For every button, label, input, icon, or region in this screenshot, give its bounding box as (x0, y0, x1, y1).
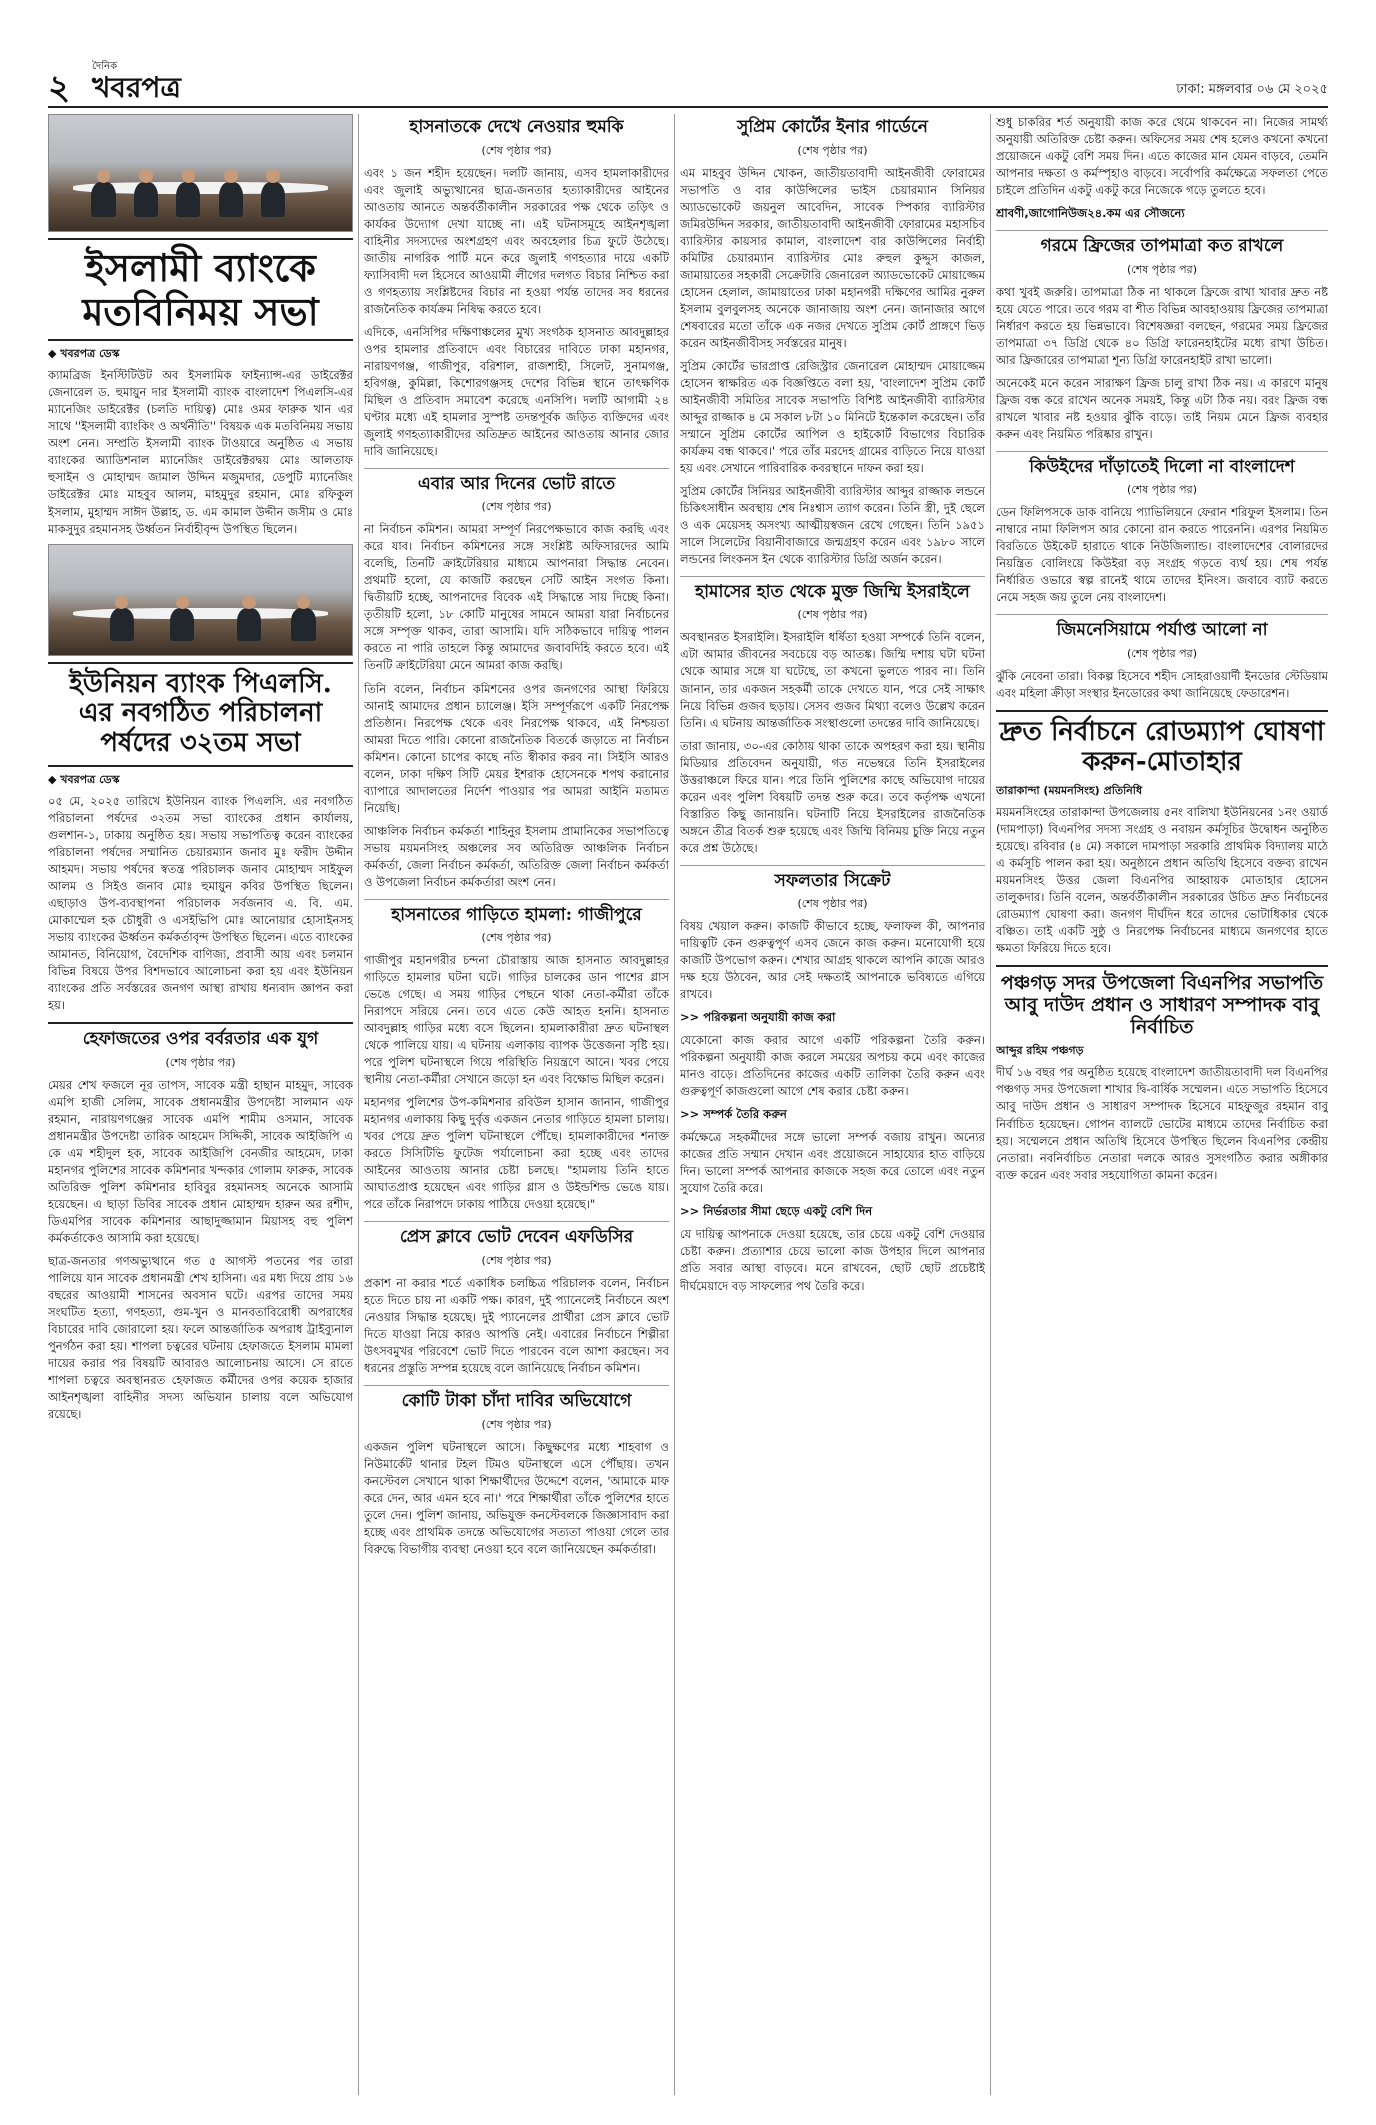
continued-label: (শেষ পৃষ্ঠার পর) (165, 1055, 236, 1069)
continued-label: (শেষ পৃষ্ঠার পর) (1126, 646, 1197, 660)
article-body: প্রকাশ না করার শর্তে একাধিক চলচ্চিত্র পরিচালক বলেন, নির্বাচন হতে দিতে চায় না একটি পক্ষ। কারণ, দুই প্যানেলেই নির্বাচনে অংশ নেওয়ার সিদ্ধান্ত হয়েছে। দুই প্যানেলের প্রার্থীরা প্রেস ক্লাবে ভোট দিতে যাওয়া নিয়ে কারও আপত্তি নেই। এবারের নির্বাচনে শিল্পীরা উৎসবমুখর পরিবেশে ভোট দিতে পারবেন বলে আশা করছেন। সব ধরনের প্রস্তুতি সম্পন্ন হয়েছে বলে জানিয়েছে নির্বাচন কমিশন। (364, 1276, 669, 1376)
masthead (48, 62, 1328, 108)
article-body: কথা খুবই জরুরি। তাপমাত্রা ঠিক না থাকলে ফ্রিজে রাখা খাবার দ্রুত নষ্ট হয়ে যেতে পারে। তবে গরম বা শীত বিভিন্ন আবহাওয়ায় ফ্রিজের তাপমাত্রা নির্ধারণ করতে হয় ভিন্নভাবে। বিশেষজ্ঞরা বলছেন, গরমের সময় ফ্রিজের তাপমাত্রা ৩৭ ডিগ্রি থেকে ৪০ ডিগ্রি ফারেনহাইটের মধ্যে রাখা উচিত। আর ফ্রিজারের তাপমাত্রা শূন্য ডিগ্রি ফারেনহাইট রাখা ভালো। (996, 284, 1328, 367)
article-body: যে দায়িত্ব আপনাকে দেওয়া হয়েছে, তার চেয়ে একটু বেশি দেওয়ার চেষ্টা করুন। প্রত্যাশার চেয়ে ভালো কাজ উপহার দিলে আপনার প্রতি সবার আস্থা বাড়বে। মনে রাখবেন, ছোট ছোট প্রচেষ্টাই দীর্ঘমেয়াদে বড় সাফল্যের পথ তৈরি করে। (680, 1227, 985, 1293)
continued-label: (শেষ পৃষ্ঠার পর) (481, 500, 552, 514)
headline-success-secret: সফলতার সিক্রেট (774, 870, 891, 891)
article-body: সুপ্রিম কোর্টের ভারপ্রাপ্ত রেজিস্ট্রার জেনারেল মোহাম্মদ মোয়াজ্জেম হোসেন স্বাক্ষরিত এক বিজ্ঞপ্তিতে বলা হয়, 'বাংলাদেশ সুপ্রিম কোর্ট আইনজীবী সমিতির সাবেক সভাপতি বিশিষ্ট আইনজীবী ব্যারিস্টার আব্দুর রাজ্জাক ৪ মে সকাল ৮টা ১০ মিনিটে ইন্তেকাল করেছেন। তাঁর সম্মানে সুপ্রিম কোর্টের আপিল ও হাইকোর্ট বিভাগের বিচারিক কার্যক্রম বন্ধ থাকবে।' পরে তাঁর মরদেহ গ্রামের বাড়িতে নিয়ে যাওয়া হয় এবং সেখানে পারিবারিক কবরস্থানে দাফন করা হয়। (680, 358, 985, 475)
continued-label: (শেষ পৃষ্ঠার পর) (797, 143, 868, 157)
column-divider (990, 114, 991, 2095)
article-body: শুধু চাকরির শর্ত অনুযায়ী কাজ করে থেমে থাকবেন না। নিজের সামর্থ্য অনুযায়ী অতিরিক্ত চেষ্টা করুন। অফিসের সময় শেষ হলেও কখনো কখনো প্রয়োজনে একটু বেশি সময় দিন। এতে কাজের মান যেমন বাড়বে, তেমনি আপনার দক্ষতা ও কর্মস্পৃহাও বাড়বে। সর্বোপরি কর্মক্ষেত্রে সফলতা পেতে চাইলে প্রতিদিন একটু একটু করে নিজেকে গড়ে তুলতে হবে। (996, 115, 1328, 198)
column-1 (48, 114, 353, 2095)
continued-label: (শেষ পৃষ্ঠার পর) (797, 608, 868, 622)
continued-label: (শেষ পৃষ্ঠার পর) (481, 1254, 552, 1268)
article-body: অনেকেই মনে করেন সারাক্ষণ ফ্রিজ চালু রাখা ঠিক নয়। এ কারণে মানুষ ফ্রিজ বন্ধ করে রাখেন অনেক সময়ই, কিন্তু এটা ঠিক নয়। বরং ফ্রিজ বন্ধ রাখলে খাবার নষ্ট হওয়ার ঝুঁকি বাড়ে। তাই নিয়ম মেনে ফ্রিজ ব্যবহার করুন এবং নিয়মিত পরিষ্কার রাখুন। (996, 375, 1328, 441)
column-4 (996, 114, 1328, 2095)
subheading: >> সম্পর্ক তৈরি করুন (680, 1107, 787, 1122)
headline-extortion: কোটি টাকা চাঁদা দাবির অভিযোগে (401, 1391, 632, 1412)
article-body: দীর্ঘ ১৬ বছর পর অনুষ্ঠিত হয়েছে বাংলাদেশ জাতীয়তাবাদী দল বিএনপির পঞ্চগড় সদর উপজেলা শাখার দ্বি-বার্ষিক সম্মেলন। এতে সভাপতি হিসেবে আবু দাউদ প্রধান ও সাধারণ সম্পাদক হিসেবে মাহফুজুর রহমান বাবু নির্বাচিত হয়েছেন। গোপন ব্যালটে ভোটের মাধ্যমে তাদের নির্বাচিত করা হয়। সম্মেলনে প্রধান অতিথি হিসেবে উপস্থিত ছিলেন বিএনপির কেন্দ্রীয় নেতারা। নবনির্বাচিত নেতারা দলকে আরও সুসংগঠিত করার অঙ্গীকার ব্যক্ত করেন এবং সবার সহযোগিতা কামনা করেন। (996, 1065, 1328, 1182)
story-credit: ◆ খবরপত্র ডেস্ক (48, 773, 120, 787)
headline-hamas-hostage: হামাসের হাত থেকে মুক্ত জিম্মি ইসরাইলে (695, 581, 970, 602)
article-body: সুপ্রিম কোর্টের সিনিয়র আইনজীবী ব্যারিস্টার আব্দুর রাজ্জাক লন্ডনে চিকিৎসাধীন অবস্থায় শেষ নিঃশ্বাস ত্যাগ করেন। তিনি স্ত্রী, দুই ছেলে ও এক মেয়েসহ অসংখ্য আত্মীয়স্বজন রেখে গেছেন। তিনি ১৯৫১ সালে সিলেটের বিয়ানীবাজারে জন্মগ্রহণ করেন এবং ১৯৮০ সালে লন্ডনের লিংকনস ইন থেকে ব্যারিস্টার ডিগ্রি অর্জন করেন। (680, 483, 985, 566)
story-credit: আব্দুর রহিম পঞ্চগড় (996, 1044, 1084, 1058)
article-body: ছাত্র-জনতার গণঅভ্যুত্থানে গত ৫ আগস্ট পতনের পর তারা পালিয়ে যান সাবেক প্রধানমন্ত্রী শেখ হাসিনা। এর মধ্য দিয়ে প্রায় ১৬ বছরের আওয়ামী শাসনের অবসান ঘটে। এরপর তাদের সময় সংঘটিত হত্যা, গণহত্যা, গুম-খুন ও মানবতাবিরোধী অপরাধের বিচারের দাবি জোরালো হয়। ফলে আন্তর্জাতিক অপরাধ ট্রাইব্যুনাল পুনর্গঠন করা হয়। শাপলা চত্বরের ঘটনায় হেফাজতে ইসলাম মামলা দায়ের করার পর বিষয়টি আবারও আলোচনায় আসে। সে রাতে শাপলা চত্বরে অবস্থানরত হেফাজত কর্মীদের ওপর কয়েক হাজার আইনশৃঙ্খলা বাহিনীর সদস্য অভিযান চালায় বলে অভিযোগ রয়েছে। (48, 1254, 353, 1422)
dateline: ঢাকা: মঙ্গলবার ০৬ মে ২০২৫ (1176, 82, 1328, 97)
headline-union-bank: ইউনিয়ন ব্যাংক পিএলসি. এর নবগঠিত পরিচালনা পর্ষদের ৩২তম সভা (48, 662, 353, 768)
article-body: অবস্থানরত ইসরাইলি। ইসরাইলি ধর্ষিতা হওয়া সম্পর্কে তিনি বলেন, এটা আমার জীবনের সবচেয়ে বড় আতঙ্ক। জিম্মি দশায় ঘটা ঘটনা থেকে আমার সঙ্গে যা ঘটেছে, তা কখনো ভুলতে পারব না। তিনি জানান, তার একজন সহকর্মী তাকে দেখতে যান, পরে সেই সাক্ষাৎ নিয়ে বিভিন্ন গুজব ছড়ায়। সেসব গুজব মিথ্যা বলেও উল্লেখ করেন তিনি। এ ঘটনায় আন্তর্জাতিক সংস্থাগুলো তদন্তের দাবি জানিয়েছে। (680, 630, 985, 730)
headline-election-roadmap: দ্রুত নির্বাচনে রোডম্যাপ ঘোষণা করুন-মোতাহার (999, 717, 1325, 777)
article-body: ঝুঁকি নেবেনা তারা। বিকল্প হিসেবে শহীদ সোহরাওয়ার্দী ইনডোর স্টেডিয়াম এবং মহিলা ক্রীড়া সংস্থার ইনডোরের কথা জানিয়েছে ফেডারেশন। (996, 668, 1328, 700)
article-body: ডেন ফিলিপসকে ডাক বানিয়ে প্যাভিলিয়নে ফেরান শরিফুল ইসলাম। তিন নাম্বারে নামা ফিলিপস আর কোনো রান করতে পারেননি। এরপর নিয়মিত বিরতিতে উইকেট হারাতে থাকে নিউজিল্যান্ড। বাংলাদেশের বোলারদের নিয়ন্ত্রিত বোলিংয়ে কিউইরা বড় সংগ্রহ গড়তে ব্যর্থ হয়। শেষ পর্যন্ত নির্ধারিত ওভারে স্বল্প রানেই থামে তাদের ইনিংস। জবাবে ব্যাট করতে নেমে সহজ জয় তুলে নেয় বাংলাদেশ। (996, 505, 1328, 605)
article-body: তিনি বলেন, নির্বাচন কমিশনের ওপর জনগণের আস্থা ফিরিয়ে আনাই আমাদের প্রধান চ্যালেঞ্জ। ইসি সম্পূর্ণরূপে একটি নিরপেক্ষ প্রতিষ্ঠান। নিরপেক্ষ থেকে এবং নিরপেক্ষ থাকবে, এই নিশ্চয়তা আমরা দিতে পারি। কোনো রাজনৈতিক বিতর্কে জড়াতে না নির্বাচন কমিশন। কোনো চাপের কাছে নতি স্বীকার করব না। সিইসি আরও বলেন, ঢাকা দক্ষিণ সিটি মেয়র ইশরাক হোসেনকে শপথ করানোর ব্যাপারে আদালতের নির্দেশ পাওয়ার পর আমরা আইনি মতামত নিয়েছি। (364, 681, 669, 815)
continued-label: (শেষ পৃষ্ঠার পর) (1126, 262, 1197, 276)
headline-gazipur-attack: হাসনাতের গাড়িতে হামলা: গাজীপুরে (391, 904, 642, 925)
article-body: ময়মনসিংহের তারাকান্দা উপজেলায় ৫নং বালিখা ইউনিয়নের ১নং ওয়ার্ড (দামপাড়া) বিএনপির সদস্য সংগ্রহ ও নবায়ন কর্মসূচির উদ্বোধন অনুষ্ঠিত হয়েছে। রবিবার (৪ মে) সকালে দামপাড়া সরকারি প্রাথমিক বিদ্যালয় মাঠে এ কর্মসূচি পালন করা হয়। অনুষ্ঠানে প্রধান অতিথি হিসেবে বক্তব্য রাখেন ময়মনসিংহ উত্তর জেলা বিএনপির আহ্বায়ক মোতাহার হোসেন তালুকদার। তিনি বলেন, অন্তর্বর্তীকালীন সরকারের উচিত দ্রুত নির্বাচনের রোডম্যাপ ঘোষণা করা। জনগণ দীর্ঘদিন ধরে তাদের ভোটাধিকার থেকে বঞ্চিত। তাই একটি সুষ্ঠু ও নিরপেক্ষ নির্বাচনের মাধ্যমে জনগণের হাতে ক্ষমতা ফিরিয়ে দিতে হবে। (996, 804, 1328, 955)
article-body: এদিকে, এনসিপির দক্ষিণাঞ্চলের মুখ্য সংগঠক হাসনাত আবদুল্লাহর ওপর হামলার প্রতিবাদে এবং বিচারের দাবিতে ঢাকা মহানগর, নারায়ণগঞ্জ, গাজীপুর, বরিশাল, রাজশাহী, সিলেট, সুনামগঞ্জ, হবিগঞ্জ, কুমিল্লা, কিশোরগঞ্জসহ দেশের বিভিন্ন স্থানে তাৎক্ষণিক মিছিল ও প্রতিবাদ সমাবেশ করেছে এনসিপি। দলটি আগামী ২৪ ঘণ্টার মধ্যে এই হামলার সুস্পষ্ট তদন্তপূর্বক জড়িত ব্যক্তিদের এবং জুলাই গণহত্যাকারীদের অতিদ্রুত আইনের আওতায় আনার জোর দাবি জানিয়েছে। (364, 324, 669, 458)
article-body: ক্যামব্রিজ ইনস্টিটিউট অব ইসলামিক ফাইন্যান্স-এর ডাইরেক্টর জেনারেল ড. হুমায়ুন দার ইসলামী ব্যাংক বাংলাদেশ পিএলসি-এর ম্যানেজিং ডাইরেক্টর (চলতি দায়িত্ব) মোঃ ওমর ফারুক খান এর সাথে ''ইসলামী ব্যাংকিং ও অর্থনীতি'' বিষয়ক এক মতবিনিময় সভায় অংশ নেন। সম্প্রতি ইসলামী ব্যাংক টাওয়ারে অনুষ্ঠিত এ সভায় ব্যাংকের অ্যাডিশনাল ম্যানেজিং ডাইরেক্টরদ্বয় মোঃ আলতাফ হুসাইন ও মোহাম্মদ জামাল উদ্দিন মজুমদার, ডেপুটি ম্যানেজিং ডাইরেক্টর মোঃ মাহবুব আলম, মাহমুদুর রহমান, মোঃ রফিকুল ইসলাম, মুহাম্মদ সাঈদ উল্লাহ, ড. এম কামাল উদ্দীন জসীম ও মোঃ মাকসুদুর রহমানসহ উর্ধ্বতন নির্বাহীবৃন্দ উপস্থিত ছিলেন। (48, 368, 353, 536)
logo-small-text: দৈনিক (92, 61, 118, 72)
article-body: মেয়র শেখ ফজলে নূর তাপস, সাবেক মন্ত্রী হাছান মাহমুদ, সাবেক এমপি হাজী সেলিম, সাবেক প্রধানমন্ত্রীর উপদেষ্টা সালমান এফ রহমান, নারায়ণগঞ্জের সাবেক এমপি শামীম ওসমান, সাবেক প্রধানমন্ত্রীর উপদেষ্টা তারিক আহমেদ সিদ্দিকী, সাবেক আইজিপি এ কে এম শহীদুল হক, সাবেক আইজিপি বেনজীর আহমেদ, ঢাকা মহানগর পুলিশের সাবেক কমিশনার খন্দকার গোলাম ফারুক, সাবেক অতিরিক্ত পুলিশ কমিশনার হাবিবুর রহমানসহ অনেকে আসামি হয়েছেন। এ ছাড়া ডিবির সাবেক প্রধান মোহাম্মদ হারুন অর রশীদ, ডিএমপির সাবেক কমিশনার আছাদুজ্জামান মিয়াসহ বহু পুলিশ কর্মকর্তাকেও আসামি করা হয়েছে। (48, 1077, 353, 1246)
article-body: একজন পুলিশ ঘটনাস্থলে আসে। কিছুক্ষণের মধ্যে শাহবাগ ও নিউমার্কেট থানার টহল টিমও ঘটনাস্থলে এসে পৌঁছায়। তখন কনস্টেবল সেখানে থাকা শিক্ষার্থীদের উদ্দেশে বলেন, 'আমাকে মাফ করে দেন, আর এমন হবে না।' পরে শিক্ষার্থীরা তাঁকে পুলিশের হাতে তুলে দেন। পুলিশ জানায়, অভিযুক্ত কনস্টেবলকে জিজ্ঞাসাবাদ করা হচ্ছে এবং প্রাথমিক তদন্তে অভিযোগের সত্যতা পাওয়া গেলে তার বিরুদ্ধে বিভাগীয় ব্যবস্থা নেওয়া হবে বলে জানিয়েছেন কর্মকর্তারা। (364, 1439, 669, 1556)
newspaper-logo (92, 62, 181, 104)
headline-fridge-temperature: গরমে ফ্রিজের তাপমাত্রা কত রাখলে (1040, 236, 1284, 257)
meeting-photo-union-bank (48, 544, 353, 656)
column-divider (358, 114, 359, 2095)
article-body: ০৫ মে, ২০২৫ তারিখে ইউনিয়ন ব্যাংক পিএলসি. এর নবগঠিত পরিচালনা পর্ষদের ৩২তম সভা ব্যাংকের প্রধান কার্যালয়, গুলশান-১, ঢাকায় অনুষ্ঠিত হয়। সভায় সভাপতিত্ব করেন ব্যাংকের পরিচালনা পর্ষদের সম্মানিত চেয়ারম্যান জনাব মুঃ ফরীদ উদ্দীন আহমদ। সভায় পর্ষদের স্বতন্ত্র পরিচালক জনাব মোহাম্মদ সাইফুল আলম ও সিইও জনাব মোঃ হুমায়ুন কবির উপস্থিত ছিলেন। এছাড়াও উপ-ব্যবস্থাপনা পরিচালক সর্বজনাব এ. বি. এম. মোকাম্মেল হক চৌধুরী ও এসইভিপি মোঃ আনোয়ার হোসাইনসহ সভায় ব্যাংকের ঊর্ধ্বতন কর্মকর্তাবৃন্দ উপস্থিত ছিলেন। এতে ব্যাংকের আমানত, বিনিয়োগ, বৈদেশিক বাণিজ্য, প্রবাসী আয় এবং চলমান বিভিন্ন বিষয়ে উপর বিশদভাবে আলোচনা করা হয় এবং ইউনিয়ন ব্যাংকের প্রতি সর্বস্তরের জনগণ আস্থা রাখায় ধন্যবাদ জ্ঞাপন করা হয়। (48, 794, 353, 1013)
continued-label: (শেষ পৃষ্ঠার পর) (481, 931, 552, 945)
article-body: কর্মক্ষেত্রে সহকর্মীদের সঙ্গে ভালো সম্পর্ক বজায় রাখুন। অন্যের কাজের প্রতি সম্মান দেখান এবং প্রয়োজনে সাহায্যের হাত বাড়িয়ে দিন। ভালো সম্পর্ক আপনার কাজকে সহজ করে তোলে এবং নতুন সুযোগ তৈরি করে। (680, 1130, 985, 1196)
headline-hefazat: হেফাজতের ওপর বর্বরতার এক যুগ (82, 1029, 319, 1050)
headline-kiwi-cricket: কিউইদের দাঁড়াতেই দিলো না বাংলাদেশ (1029, 456, 1295, 477)
article-body: বিষয় খেয়াল করুন। কাজটি কীভাবে হচ্ছে, ফলাফল কী, আপনার দায়িত্বটি কেন গুরুত্বপূর্ণ এসব জেনে কাজ করুন। মনোযোগী হয়ে কাজটি উপভোগ করুন। শেখার আগ্রহ থাকলে আপনি কাজে আরও দক্ষ হয়ে উঠবেন, আর সেই দক্ষতাই আপনাকে ভবিষ্যতে এগিয়ে রাখবে। (680, 919, 985, 1002)
headline-gymnasium: জিমনেসিয়ামে পর্যাপ্ত আলো না (1056, 620, 1268, 641)
article-body: যেকোনো কাজ করার আগে একটি পরিকল্পনা তৈরি করুন। পরিকল্পনা অনুযায়ী কাজ করলে সময়ের অপচয় কমে এবং কাজের মানও বাড়ে। প্রতিদিনের কাজের একটি তালিকা তৈরি করুন এবং গুরুত্বপূর্ণ কাজগুলো আগে শেষ করার চেষ্টা করুন। (680, 1033, 985, 1099)
story-credit: তারাকান্দা (ময়মনসিংহ) প্রতিনিধি (996, 783, 1143, 797)
logo-text: খবরপত্র (92, 71, 181, 104)
article-body: এবং ১ জন শহীদ হয়েছেন। দলটি জানায়, এসব হামলাকারীদের এবং জুলাই অভ্যুত্থানের ছাত্র-জনতার হত্যাকারীদের আইনের আওতায় আনতে অন্তর্বর্তীকালীন সরকারের পক্ষ থেকে তড়িৎ ও কার্যকর উদ্যোগ দেখা যাচ্ছে না। এই ঘটনাসমূহে আইনশৃঙ্খলা বাহিনীর সদস্যদের অংশগ্রহণ এবং অবহেলার চিত্র ফুটে উঠেছে। জাতীয় নাগরিক পার্টি মনে করে জুলাই গণহত্যার দায়ে একটি ফ্যাসিবাদী দল হিসেবে আওয়ামী লীগের দলগত বিচার নিশ্চিত করা ও গণহত্যায় সংশ্লিষ্টদের বিচার না হওয়া পর্যন্ত তাদের সব ধরনের রাজনৈতিক কার্যক্রম নিষিদ্ধ করতে হবে। (364, 165, 669, 316)
article-byline: শ্রাবণী,জাগোনিউজ২৪.কম এর সৌজন্যে (996, 206, 1185, 221)
continued-label: (শেষ পৃষ্ঠার পর) (481, 143, 552, 157)
headline-islami-bank: ইসলামী ব্যাংকে মতবিনিময় সভা (48, 238, 353, 341)
continued-label: (শেষ পৃষ্ঠার পর) (1126, 483, 1197, 497)
meeting-photo-islami-bank (48, 114, 353, 232)
headline-supreme-court: সুপ্রিম কোর্টের ইনার গার্ডেনে (737, 117, 928, 137)
column-2 (364, 114, 669, 2095)
headline-night-vote: এবার আর দিনের ভোট রাতে (417, 473, 616, 494)
article-body: আঞ্চলিক নির্বাচন কর্মকর্তা শাহিনুর ইসলাম প্রামানিকের সভাপতিত্বে সভায় ময়মনসিংহ অঞ্চলের সব অতিরিক্ত আঞ্চলিক নির্বাচন কর্মকর্তা, জেলা নির্বাচন কর্মকর্তা, অতিরিক্ত জেলা নির্বাচন কর্মকর্তা ও উপজেলা নির্বাচন কর্মকর্তারা অংশ নেন। (364, 823, 669, 889)
subheading: >> পরিকল্পনা অনুযায়ী কাজ করা (680, 1010, 836, 1025)
article-body: গাজীপুর মহানগরীর চন্দনা চৌরাস্তায় আজ হাসনাত আবদুল্লাহর গাড়িতে হামলার ঘটনা ঘটে। গাড়ির চালকের ডান পাশের গ্লাস ভেঙে গেছে। এ সময় গাড়ির পেছনে থাকা নেতা-কর্মীরা তাঁকে নিরাপদে সরিয়ে নেন। তবে এতে কেউ আহত হননি। হাসনাত আবদুল্লাহ গাড়ির মধ্যে বসে ছিলেন। হামলাকারীরা দ্রুত ঘটনাস্থল থেকে পালিয়ে যায়। এ ঘটনায় এলাকায় ব্যাপক উত্তেজনা সৃষ্টি হয়। পরে পুলিশ ঘটনাস্থলে গিয়ে পরিস্থিতি নিয়ন্ত্রণে আনে। খবর পেয়ে স্থানীয় নেতা-কর্মীরা সেখানে জড়ো হন এবং বিক্ষোভ মিছিল করেন। (364, 953, 669, 1087)
page-number: ২ (48, 68, 71, 108)
headline-hasnat-threat: হাসনাতকে দেখে নেওয়ার হুমকি (409, 117, 624, 137)
article-body: মহানগর পুলিশের উপ-কমিশনার রবিউল হাসান জানান, গাজীপুর মহানগর এলাকায় কিছু দুর্বৃত্ত একজন নেতার গাড়িতে হামলা চালায়। খবর পেয়ে দ্রুত পুলিশ ঘটনাস্থলে পৌঁছে। হামলাকারীদের শনাক্ত করতে সিসিটিভি ফুটেজ পর্যালোচনা করা হচ্ছে এবং তাদের আইনের আওতায় আনার চেষ্টা চলছে। "হামলায় তিনি হাতে আঘাতপ্রাপ্ত হয়েছেন এবং গাড়ির গ্লাস ও উইন্ডশিল্ড ভেঙে যায়। পরে তাঁকে নিরাপদে ঢাকায় পাঠিয়ে দেওয়া হয়েছে।" (364, 1095, 669, 1212)
story-credit: ◆ খবরপত্র ডেস্ক (48, 347, 120, 361)
continued-label: (শেষ পৃষ্ঠার পর) (481, 1417, 552, 1431)
subheading: >> নির্ভরতার সীমা ছেড়ে একটু বেশি দিন (680, 1204, 873, 1219)
article-body: না নির্বাচন কমিশন। আমরা সম্পূর্ণ নিরপেক্ষভাবে কাজ করছি এবং করে যাব। নির্বাচন কমিশনের সঙ্গে সংশ্লিষ্ট অফিসারদের আমি বলেছি, তিনটি ক্রাইটেরিয়ার মাধ্যমে আপনারা সিদ্ধান্ত নেবেন। প্রথমটি হলো, যে কাজটি করছেন সেটি আইন সংগত কিনা। দ্বিতীয়টি হচ্ছে, আপনাদের বিবেক এই সিদ্ধান্তে সায় দিচ্ছে কিনা। তৃতীয়টি হলো, ১৮ কোটি মানুষের সামনে আমরা যারা নির্বাচনের সঙ্গে সম্পৃক্ত থাকব, তারা আসামি। যদি সঠিকভাবে দায়িত্ব পালন করতে না পারি তাহলে কিন্তু আমাদের জবাবদিহি করতে হবে। এই তিনটি ক্রাইটেরিয়া মেনে আমরা কাজ করছি। (364, 522, 669, 673)
column-3 (680, 114, 985, 2095)
column-divider (674, 114, 675, 2095)
headline-panchagarh-bnp: পঞ্চগড় সদর উপজেলা বিএনপির সভাপতি আবু দাউদ প্রধান ও সাধারণ সম্পাদক বাবু নির্বাচিত (1000, 971, 1324, 1038)
article-body: এম মাহবুব উদ্দিন খোকন, জাতীয়তাবাদী আইনজীবী ফোরামের সভাপতি ও বার কাউন্সিলের ভাইস চেয়ারম্যান সিনিয়র অ্যাডভোকেট জয়নুল আবেদিন, সাবেক স্পিকার ব্যারিস্টার জমিরউদ্দিন সরকার, জাতীয়তাবাদী আইনজীবী ফোরামের মহাসচিব ব্যারিস্টার কায়সার কামাল, বাংলাদেশ বার কাউন্সিলের নির্বাহী কমিটির চেয়ারম্যান ব্যারিস্টার মোঃ রুহুল কুদ্দুস কাজল, জামায়াতের সহকারী সেক্রেটারি জেনারেল অ্যাডভোকেট মোয়াজ্জেম হোসেন হেলাল, জামায়াতের ঢাকা মহানগরী দক্ষিণের আমির নুরুল ইসলাম বুলবুলসহ অনেকে জানাজায় অংশ নেন। জানাজার আগে শেষবারের মতো তাঁকে এক নজর দেখতে সুপ্রিম কোর্ট প্রাঙ্গণে ভিড় করেন আইনজীবীসহ সর্বস্তরের মানুষ। (680, 165, 985, 350)
article-body: তারা জানায়, ৩০-এর কোঠায় থাকা তাকে অপহরণ করা হয়। স্থানীয় মিডিয়ার প্রতিবেদন অনুযায়ী, গত নভেম্বরে তিনি ইসরাইলের উত্তরাঞ্চলে ফিরে যান। পরে তিনি পুলিশের কাছে অভিযোগ দায়ের করেন এবং পুলিশ বিষয়টি তদন্ত শুরু করে। তবে কর্তৃপক্ষ এখনো বিস্তারিত কিছু জানায়নি। ঘটনাটি নিয়ে ইসরাইলের রাজনৈতিক অঙ্গনে তীব্র বিতর্ক শুরু হয়েছে এবং জিম্মি বিনিময় চুক্তি নিয়ে নতুন করে প্রশ্ন উঠেছে। (680, 738, 985, 855)
headline-press-club-fdc: প্রেস ক্লাবে ভোট দেবেন এফডিসির (399, 1227, 634, 1248)
continued-label: (শেষ পৃষ্ঠার পর) (797, 897, 868, 911)
